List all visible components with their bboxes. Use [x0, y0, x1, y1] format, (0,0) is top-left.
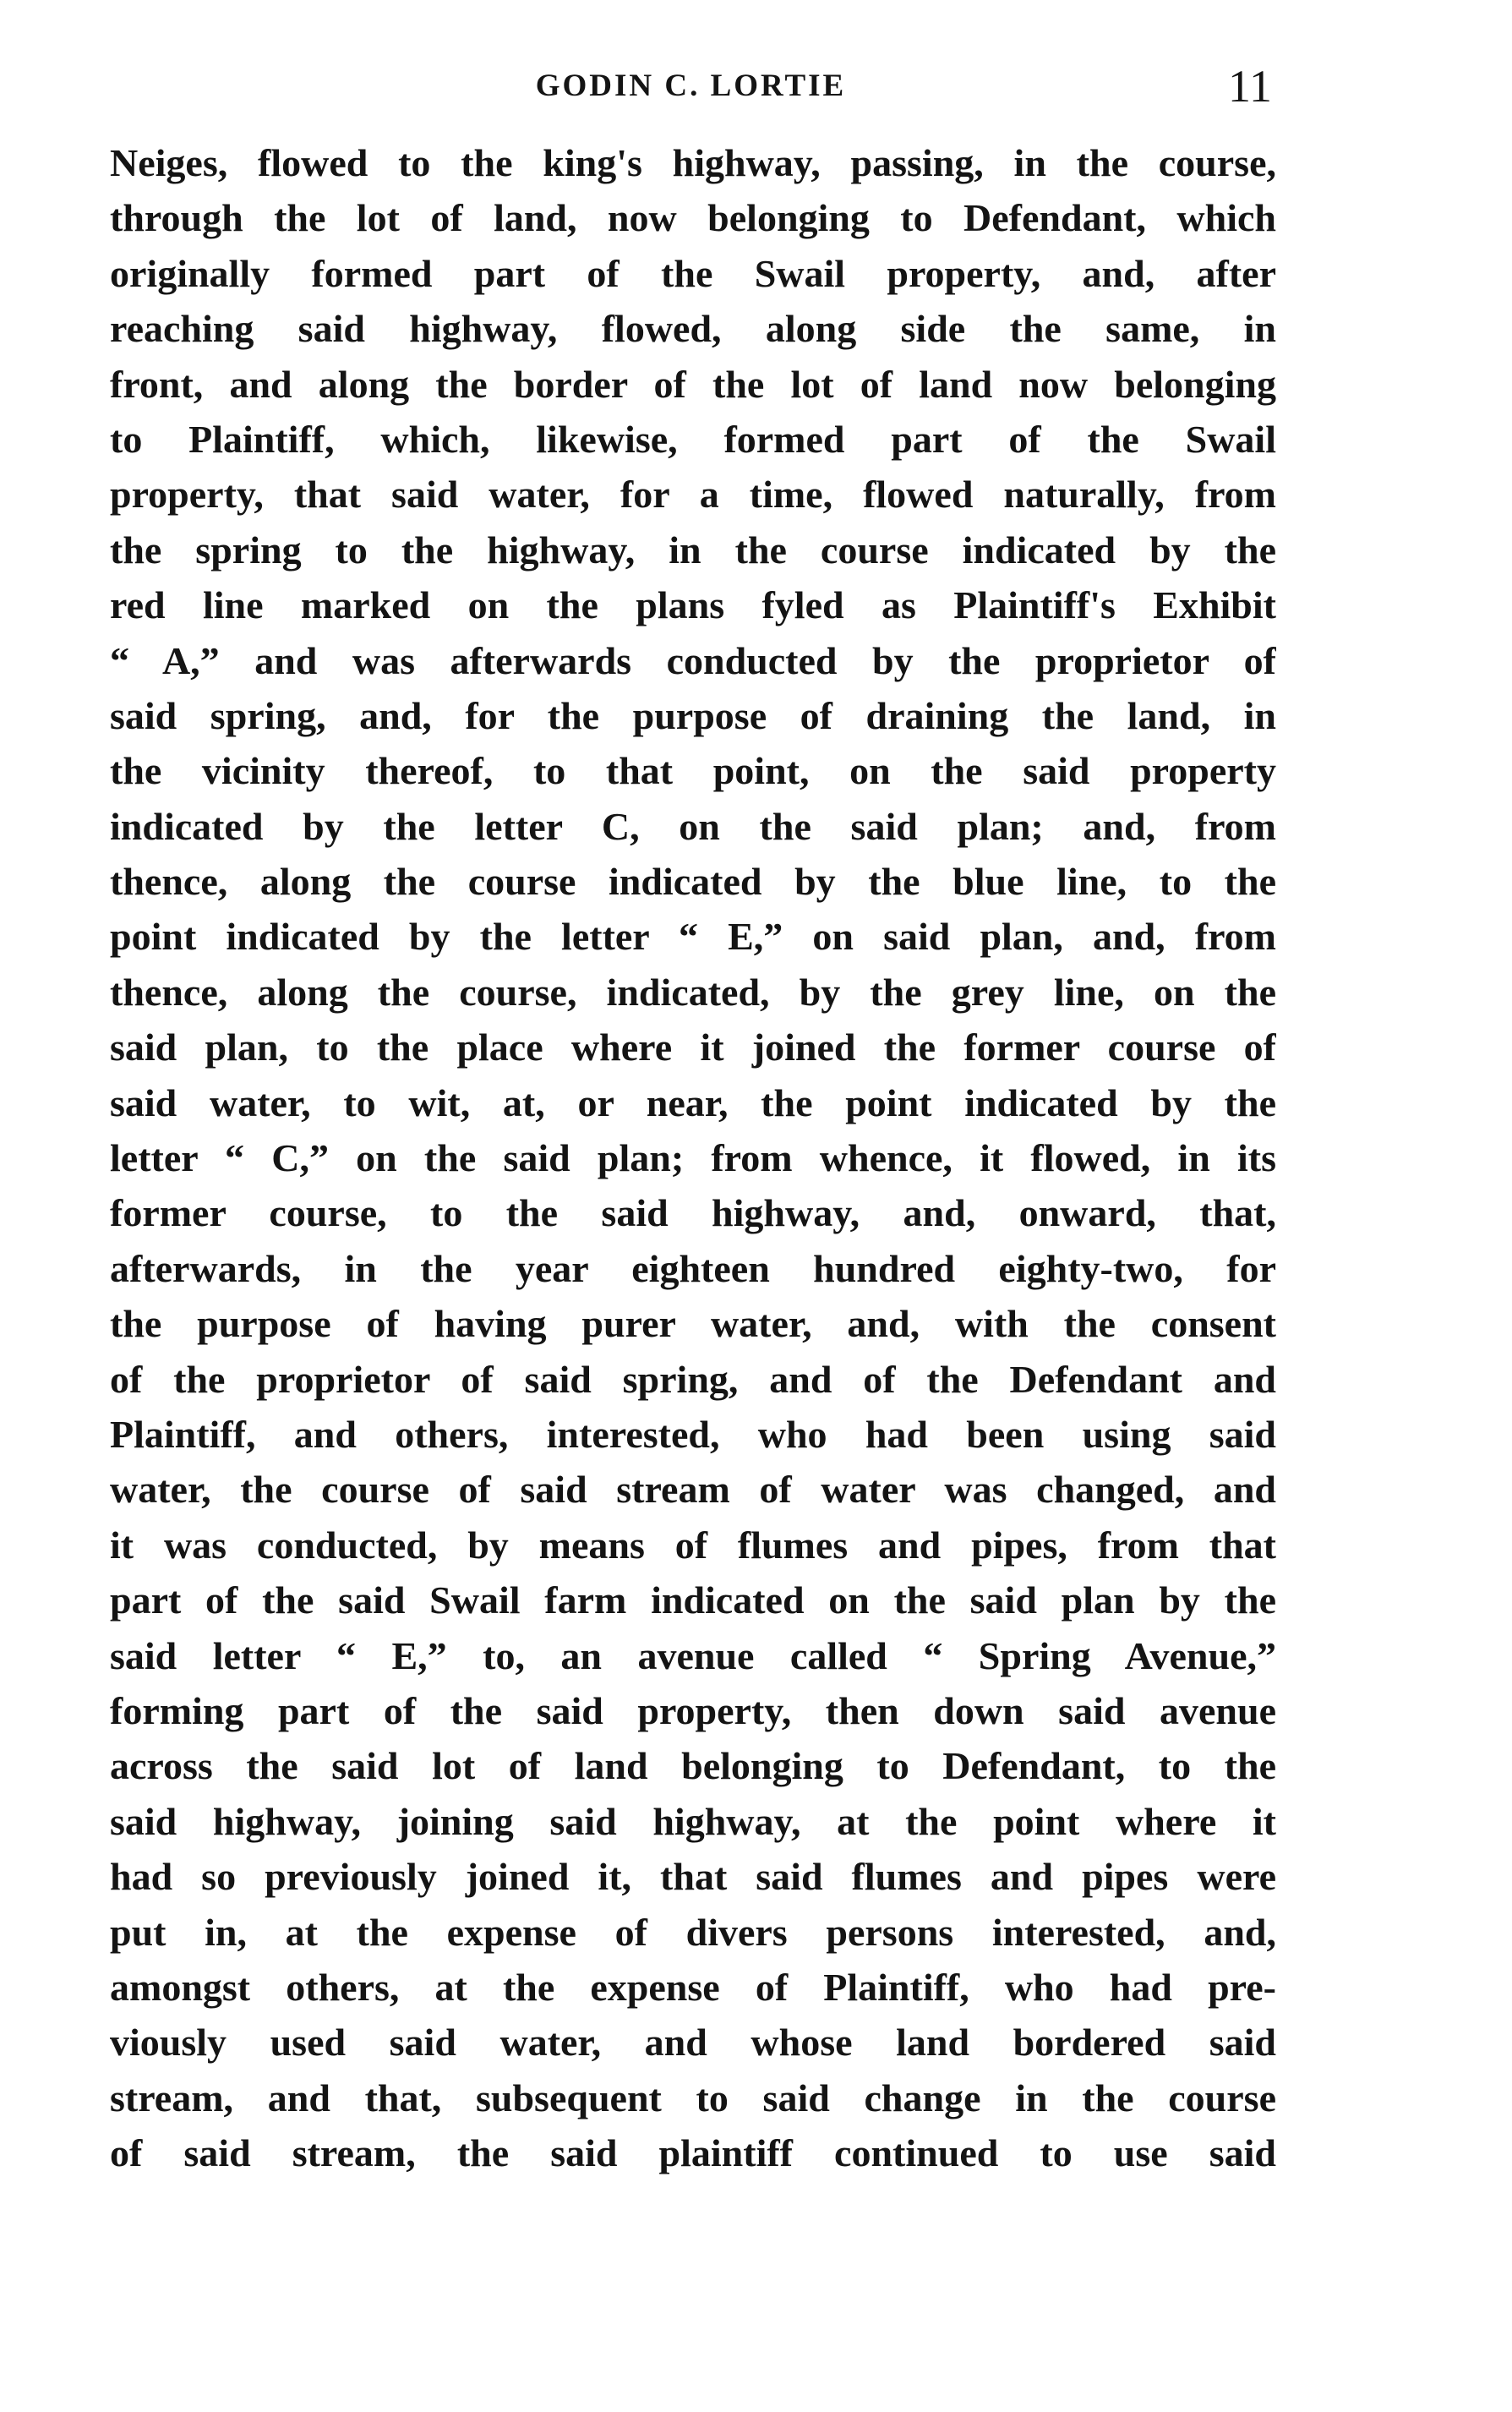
text-line: part of the said Swail farm indicated on the said plan by the — [110, 1578, 1276, 1622]
text-line: it was conducted, by means of flumes and pipes, from that — [110, 1523, 1276, 1567]
text-line: forming part of the said property, then down said avenue — [110, 1688, 1276, 1732]
text-line: thence, along the course, indicated, by the grey line, on the — [110, 970, 1276, 1014]
body-text — [110, 135, 1276, 2180]
text-line: said letter “ E,” to, an avenue called “ Spring Avenue,” — [110, 1633, 1276, 1677]
text-line: said highway, joining said highway, at the point where it — [110, 1799, 1276, 1843]
text-line: Plaintiff, and others, interested, who had been using said — [110, 1412, 1276, 1456]
text-line: of the proprietor of said spring, and of the Defendant and — [110, 1357, 1276, 1401]
text-line: said spring, and, for the purpose of draining the land, in — [110, 693, 1276, 737]
text-line: indicated by the letter C, on the said plan; and, from — [110, 804, 1276, 848]
text-line: front, and along the border of the lot of land now belonging — [110, 362, 1276, 406]
text-line: letter “ C,” on the said plan; from whence, it flowed, in its — [110, 1136, 1276, 1180]
running-head: GODIN C. LORTIE — [535, 68, 847, 103]
text-line: thence, along the course indicated by the blue line, to the — [110, 860, 1276, 904]
text-line: through the lot of land, now belonging to Defendant, which — [110, 196, 1276, 240]
text-line: said water, to wit, at, or near, the point indicated by the — [110, 1080, 1276, 1124]
text-line: Neiges, flowed to the king's highway, passing, in the course, — [110, 141, 1276, 184]
text-line: afterwards, in the year eighteen hundred eighty-two, for — [110, 1246, 1276, 1290]
text-line: the purpose of having purer water, and, with the consent — [110, 1302, 1276, 1346]
text-line: had so previously joined it, that said flumes and pipes were — [110, 1855, 1276, 1899]
text-line: stream, and that, subsequent to said change in the course — [110, 2076, 1276, 2119]
text-line: former course, to the said highway, and, onward, that, — [110, 1191, 1276, 1235]
text-line: the vicinity thereof, to that point, on the said property — [110, 749, 1276, 793]
text-line: put in, at the expense of divers persons interested, and, — [110, 1910, 1276, 1954]
text-line: property, that said water, for a time, flowed naturally, from — [110, 473, 1276, 517]
page-header — [110, 52, 1272, 120]
text-line: of said stream, the said plaintiff continued to use said — [110, 2131, 1276, 2175]
text-line: point indicated by the letter “ E,” on said plan, and, from — [110, 915, 1276, 959]
text-line: viously used said water, and whose land bordered said — [110, 2021, 1276, 2065]
text-line: water, the course of said stream of water was changed, and — [110, 1468, 1276, 1512]
text-line: reaching said highway, flowed, along side the same, in — [110, 307, 1276, 351]
text-line: across the said lot of land belonging to Defendant, to the — [110, 1744, 1276, 1788]
text-line: “ A,” and was afterwards conducted by the proprietor of — [110, 638, 1276, 682]
text-line: said plan, to the place where it joined the former course of — [110, 1026, 1276, 1069]
text-line: red line marked on the plans fyled as Plaintiff's Exhibit — [110, 583, 1276, 627]
text-line: to Plaintiff, which, likewise, formed part of the Swail — [110, 417, 1276, 461]
page-number: 11 — [1228, 61, 1272, 112]
text-line: the spring to the highway, in the course indicated by the — [110, 528, 1276, 572]
text-line: originally formed part of the Swail property, and, after — [110, 251, 1276, 295]
text-line: amongst others, at the expense of Plaintiff, who had pre- — [110, 1965, 1276, 2009]
